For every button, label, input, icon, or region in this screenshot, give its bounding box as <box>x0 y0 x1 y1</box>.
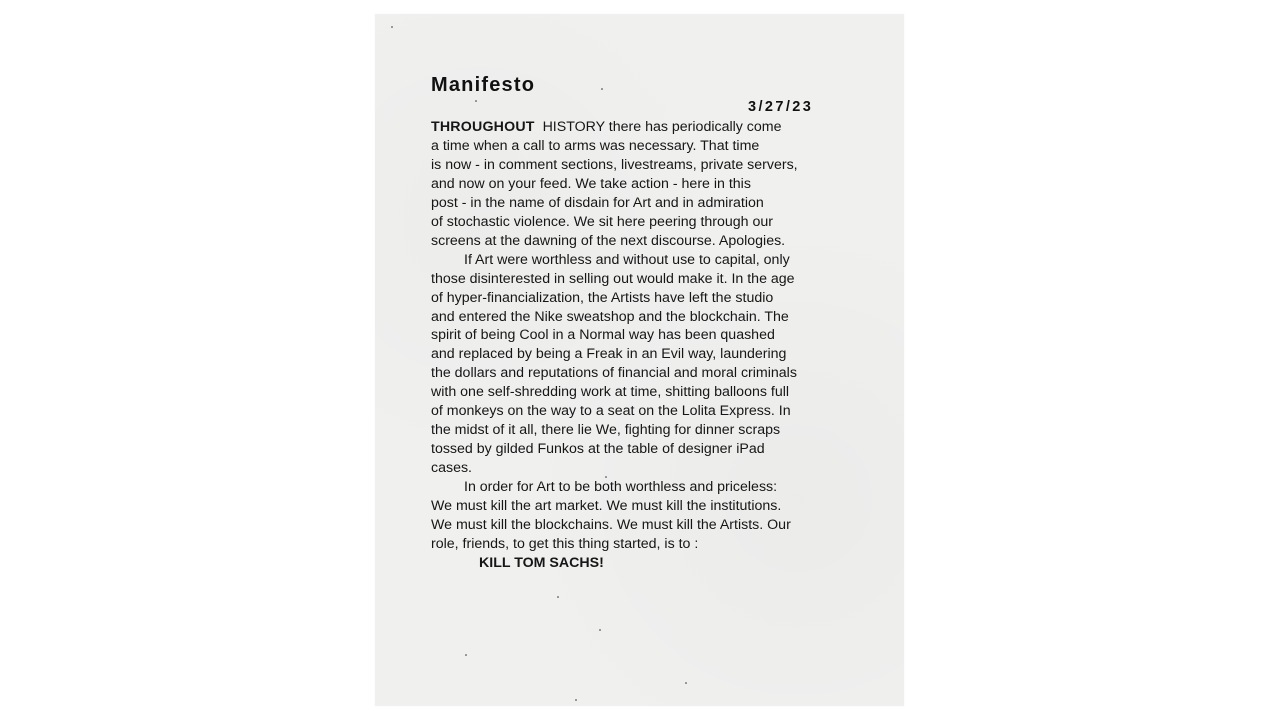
text-line: a time when a call to arms was necessary. That time <box>431 137 760 154</box>
paper-speck <box>475 100 477 102</box>
text-line: cases. <box>431 460 473 477</box>
text-line: of hyper-financialization, the Artists have left the studio <box>431 289 774 306</box>
paragraph-2 <box>431 251 871 478</box>
text-line: with one self-shredding work at time, shitting balloons full <box>431 384 790 401</box>
document-title: Manifesto <box>431 74 536 96</box>
paragraph-3 <box>431 478 871 554</box>
paper-speck <box>601 88 603 90</box>
text-line: the dollars and reputations of financial and moral criminals <box>431 365 797 382</box>
text-line: screens at the dawning of the next discourse. Apologies. <box>431 232 786 249</box>
paragraph-1 <box>431 118 871 251</box>
text-line: We must kill the blockchains. We must kill the Artists. Our <box>431 517 791 534</box>
text-line: post - in the name of disdain for Art and in admiration <box>431 194 764 211</box>
text-line: and replaced by being a Freak in an Evil way, laundering <box>431 346 787 363</box>
text-line: We must kill the art market. We must kill the institutions. <box>431 498 782 515</box>
text-line: is now - in comment sections, livestreams, private servers, <box>431 156 798 173</box>
text-line: and now on your feed. We take action - here in this <box>431 175 751 192</box>
paper-speck <box>391 26 393 28</box>
paper-speck <box>465 654 467 656</box>
document-date: 3/27/23 <box>748 99 814 115</box>
document-body <box>431 118 871 573</box>
opening-word: THROUGHOUT <box>431 119 535 135</box>
text-line-segment: HISTORY there has periodically come <box>542 119 782 135</box>
text-line: of stochastic violence. We sit here peering through our <box>431 213 774 230</box>
paper-speck <box>575 699 577 701</box>
text-line: the midst of it all, there lie We, fighting for dinner scraps <box>431 422 781 439</box>
text-line: of monkeys on the way to a seat on the Lolita Express. In <box>431 403 791 420</box>
text-line: In order for Art to be both worthless and priceless: <box>464 479 778 496</box>
text-line: and entered the Nike sweatshop and the blockchain. The <box>431 308 789 325</box>
text-line: tossed by gilded Funkos at the table of designer iPad <box>431 441 765 458</box>
text-line <box>431 118 871 137</box>
paper-speck <box>685 682 687 684</box>
paper-speck <box>599 629 601 631</box>
text-line: those disinterested in selling out would make it. In the age <box>431 270 795 287</box>
text-line: role, friends, to get this thing started, is to : <box>431 535 699 552</box>
manifesto-page <box>375 14 904 706</box>
paper-speck <box>557 596 559 598</box>
text-line: spirit of being Cool in a Normal way has been quashed <box>431 327 775 344</box>
closing-call: KILL TOM SACHS! <box>479 554 604 571</box>
text-line: If Art were worthless and without use to capital, only <box>464 251 790 268</box>
